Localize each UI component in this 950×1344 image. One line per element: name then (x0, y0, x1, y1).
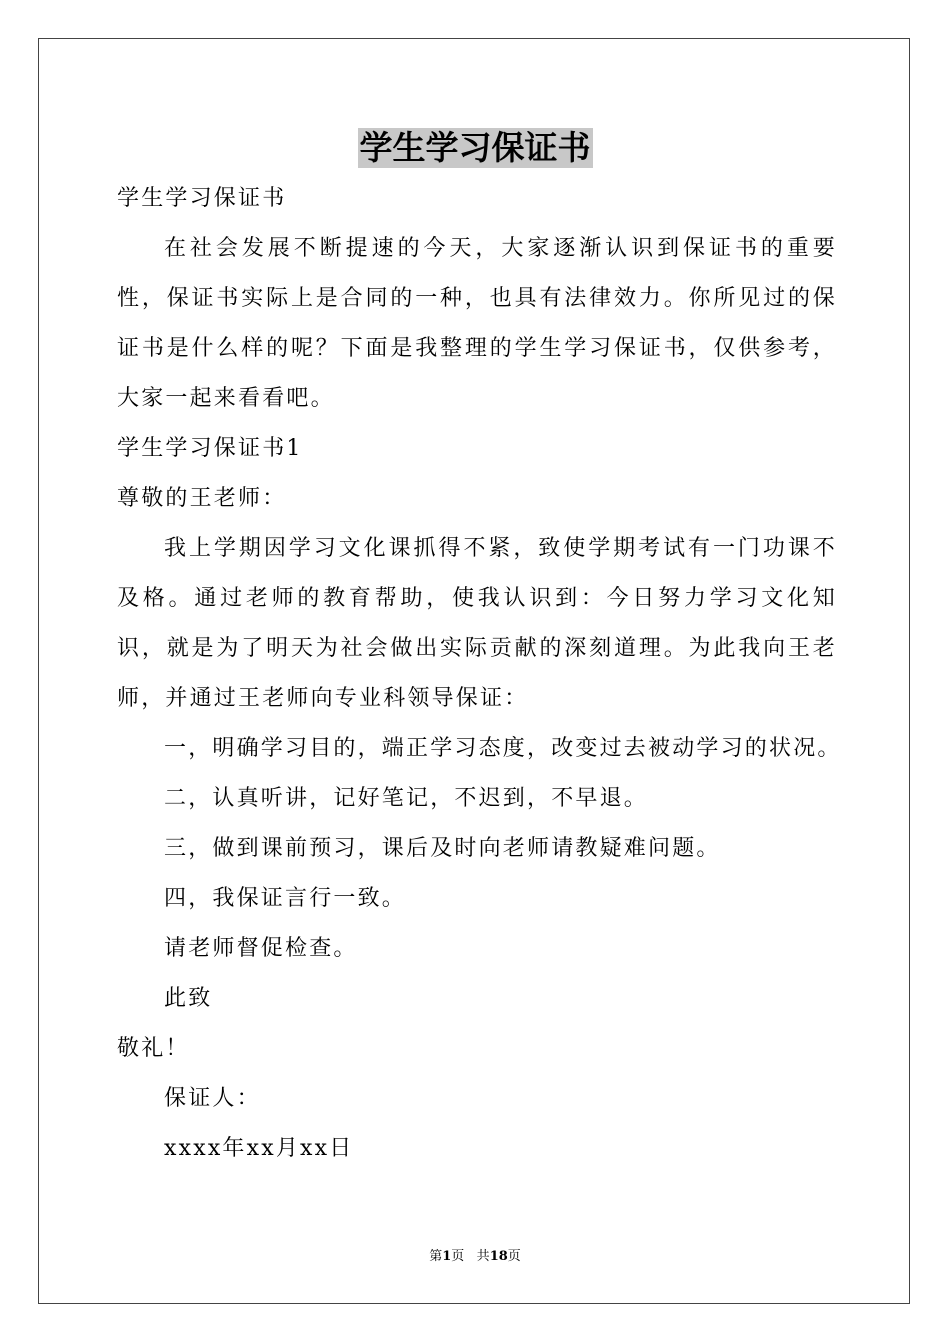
closing-line: 此致 (164, 986, 213, 1011)
pledge-item-2: 二，认真听讲，记好笔记，不迟到，不早退。 (164, 786, 649, 811)
pledge-item-3: 三，做到课前预习，课后及时向老师请教疑难问题。 (164, 836, 721, 861)
signatory-line: 保证人： (164, 1086, 261, 1111)
body-paragraph: 我上学期因学习文化课抓得不紧，致使学期考试有一门功课不及格。通过老师的教育帮助，使我认识到：今日努力学习文化知识，就是为了明天为社会做出实际贡献的深刻道理。为此我向王老师，并通过王老师向专业科领导保证： (117, 536, 837, 711)
regards-line: 敬礼！ (117, 1036, 190, 1061)
document-title (0, 128, 950, 168)
salutation: 尊敬的王老师： (117, 486, 287, 511)
pledge-item-1: 一，明确学习目的，端正学习态度，改变过去被动学习的状况。 (164, 736, 842, 761)
section-heading: 学生学习保证书1 (117, 436, 303, 461)
footer-total-suffix: 页 (507, 1249, 521, 1264)
subtitle-line: 学生学习保证书 (117, 186, 287, 211)
footer-prefix: 第 (429, 1249, 443, 1264)
pledge-item-4: 四，我保证言行一致。 (164, 886, 407, 911)
date-line: xxxx年xx月xx日 (164, 1136, 354, 1161)
document-title-text: 学生学习保证书 (359, 128, 591, 167)
document-body (117, 174, 842, 1174)
footer-total-pages: 18 (489, 1249, 508, 1264)
footer-total-prefix: 共 (476, 1249, 490, 1264)
footer-page-suffix: 页 (451, 1249, 465, 1264)
page-footer (0, 1248, 950, 1266)
footer-page-number: 1 (442, 1249, 452, 1264)
intro-paragraph: 在社会发展不断提速的今天，大家逐渐认识到保证书的重要性，保证书实际上是合同的一种，也具有法律效力。你所见过的保证书是什么样的呢？下面是我整理的学生学习保证书，仅供参考，大家一起来看看吧。 (117, 236, 837, 411)
request-line: 请老师督促检查。 (164, 936, 358, 961)
